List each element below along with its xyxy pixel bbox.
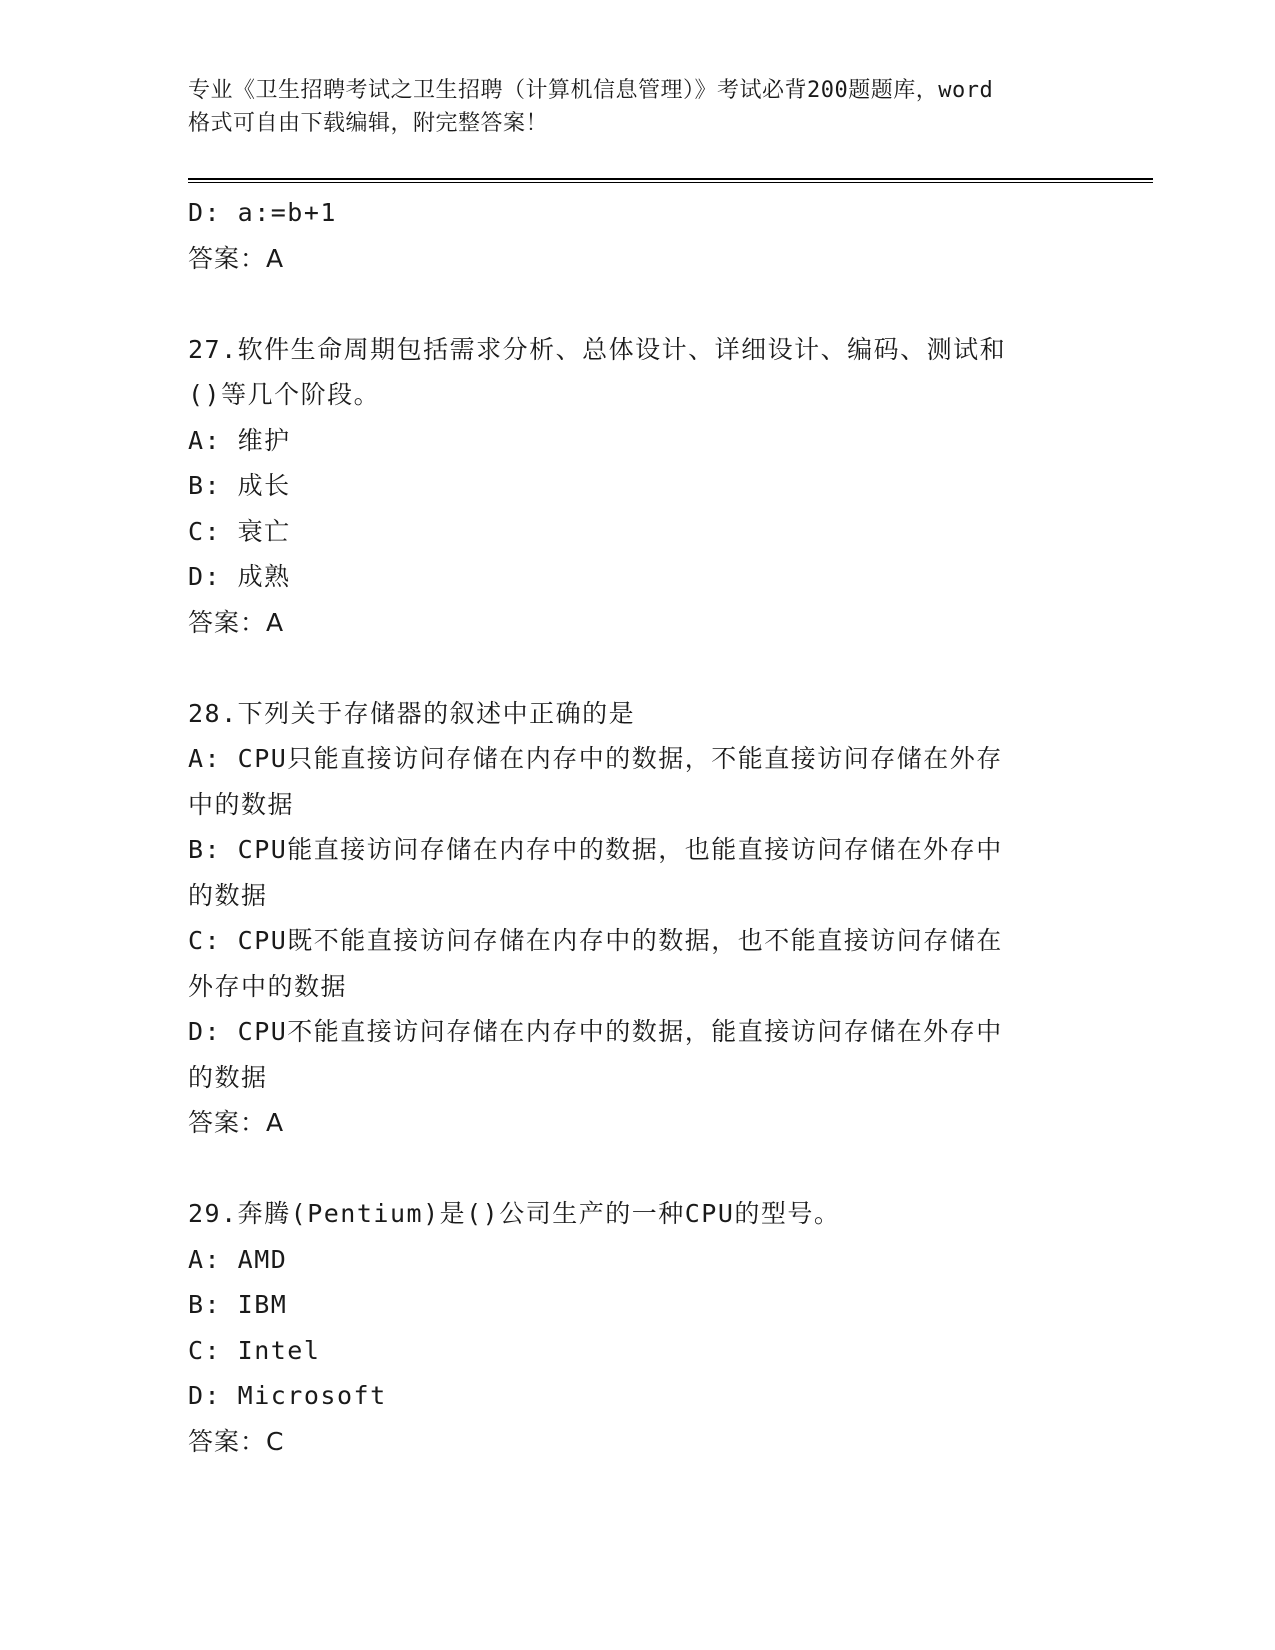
option-b: B: IBM: [188, 1290, 288, 1319]
question-29: [188, 1191, 1088, 1464]
answer-line: 答案：A: [188, 243, 285, 273]
question-27: [188, 327, 1088, 646]
header-line-1: 专业《卫生招聘考试之卫生招聘（计算机信息管理）》考试必背200题题库，word: [188, 78, 994, 103]
option-a-continued: 中的数据: [188, 789, 295, 819]
spacer: [188, 1146, 1088, 1192]
option-a: A: AMD: [188, 1244, 288, 1274]
option-c: C: 衰亡: [188, 516, 291, 546]
option-c: C: Intel: [188, 1335, 321, 1365]
document-header: [188, 74, 1088, 140]
header-divider: [188, 178, 1153, 183]
document-body: [188, 190, 1088, 1464]
question-stem: 29.奔腾(Pentium)是()公司生产的一种CPU的型号。: [188, 1199, 841, 1228]
spacer: [188, 645, 1088, 691]
option-b: B: 成长: [188, 471, 291, 500]
answer-line: 答案：C: [188, 1426, 285, 1456]
header-line-2: 格式可自由下载编辑，附完整答案！: [188, 111, 549, 136]
answer-line: 答案：A: [188, 1108, 285, 1137]
question-28: [188, 691, 1088, 1146]
option-d: D: Microsoft: [188, 1381, 387, 1410]
answer-line: 答案：A: [188, 607, 285, 637]
option-b: B: CPU能直接访问存储在内存中的数据，也能直接访问存储在外存中: [188, 835, 1003, 864]
option-a: A: 维护: [188, 425, 291, 455]
option-d-continued: 的数据: [188, 1062, 268, 1092]
spacer: [188, 281, 1088, 327]
option-d: D: CPU不能直接访问存储在内存中的数据，能直接访问存储在外存中: [188, 1017, 1003, 1046]
option-c-continued: 外存中的数据: [188, 971, 348, 1001]
option-d: D: a:=b+1: [188, 198, 337, 227]
option-a: A: CPU只能直接访问存储在内存中的数据，不能直接访问存储在外存: [188, 744, 1003, 773]
question-stem: 27.软件生命周期包括需求分析、总体设计、详细设计、编码、测试和: [188, 334, 1007, 364]
option-c: C: CPU既不能直接访问存储在内存中的数据，也不能直接访问存储在: [188, 926, 1003, 955]
option-d: D: 成熟: [188, 562, 291, 591]
option-b-continued: 的数据: [188, 880, 268, 910]
question-stem: ()等几个阶段。: [188, 380, 381, 409]
previous-question-fragment: [188, 190, 1088, 281]
question-stem: 28.下列关于存储器的叙述中正确的是: [188, 698, 636, 728]
